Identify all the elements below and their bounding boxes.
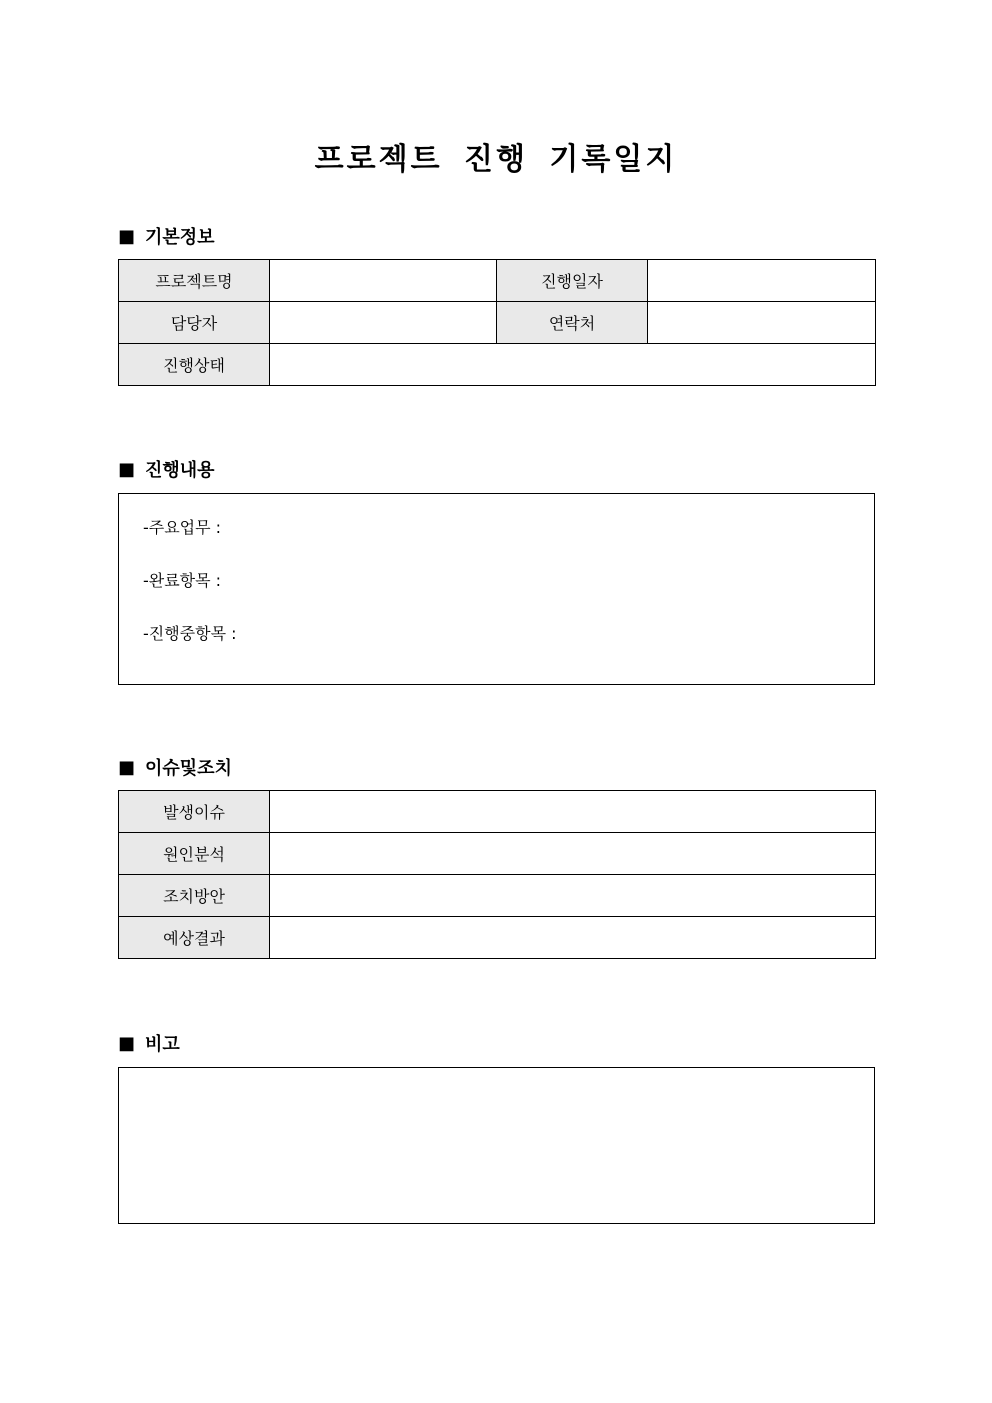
field-issue[interactable] xyxy=(270,791,876,833)
label-issue: 발생이슈 xyxy=(119,791,270,833)
label-progress-date: 진행일자 xyxy=(497,260,648,302)
section-heading-progress-label: 진행내용 xyxy=(145,460,215,481)
table-row xyxy=(119,917,876,959)
label-expected-result: 예상결과 xyxy=(119,917,270,959)
section-heading-issues-label: 이슈및조치 xyxy=(145,758,232,779)
progress-line-in-progress: -진행중항목 : xyxy=(143,624,237,643)
field-action[interactable] xyxy=(270,875,876,917)
table-row xyxy=(119,260,876,302)
field-contact[interactable] xyxy=(648,302,876,344)
square-bullet-icon: ■ xyxy=(118,1032,136,1054)
progress-line-completed: -완료항목 : xyxy=(143,571,222,590)
basic-info-table xyxy=(118,259,876,386)
section-heading-basic xyxy=(118,223,215,249)
section-heading-basic-label: 기본정보 xyxy=(145,227,215,248)
table-row xyxy=(119,344,876,386)
field-project-name[interactable] xyxy=(270,260,497,302)
label-cause: 원인분석 xyxy=(119,833,270,875)
table-row xyxy=(119,875,876,917)
square-bullet-icon: ■ xyxy=(118,756,136,778)
label-manager: 담당자 xyxy=(119,302,270,344)
table-row xyxy=(119,302,876,344)
label-contact: 연락처 xyxy=(497,302,648,344)
section-heading-remarks-label: 비고 xyxy=(145,1034,180,1055)
section-heading-progress xyxy=(118,456,215,482)
section-heading-issues xyxy=(118,754,232,780)
label-action: 조치방안 xyxy=(119,875,270,917)
field-status[interactable] xyxy=(270,344,876,386)
field-manager[interactable] xyxy=(270,302,497,344)
remarks-box[interactable] xyxy=(118,1067,875,1224)
table-row xyxy=(119,833,876,875)
field-progress-date[interactable] xyxy=(648,260,876,302)
progress-line-main-tasks: -주요업무 : xyxy=(143,518,222,537)
square-bullet-icon: ■ xyxy=(118,458,136,480)
progress-content-box[interactable] xyxy=(118,493,875,685)
page-title: 프로젝트 진행 기록일지 xyxy=(314,142,678,177)
section-heading-remarks xyxy=(118,1030,180,1056)
label-project-name: 프로젝트명 xyxy=(119,260,270,302)
table-row xyxy=(119,791,876,833)
field-expected-result[interactable] xyxy=(270,917,876,959)
field-cause[interactable] xyxy=(270,833,876,875)
issues-table xyxy=(118,790,876,959)
square-bullet-icon: ■ xyxy=(118,225,136,247)
label-status: 진행상태 xyxy=(119,344,270,386)
